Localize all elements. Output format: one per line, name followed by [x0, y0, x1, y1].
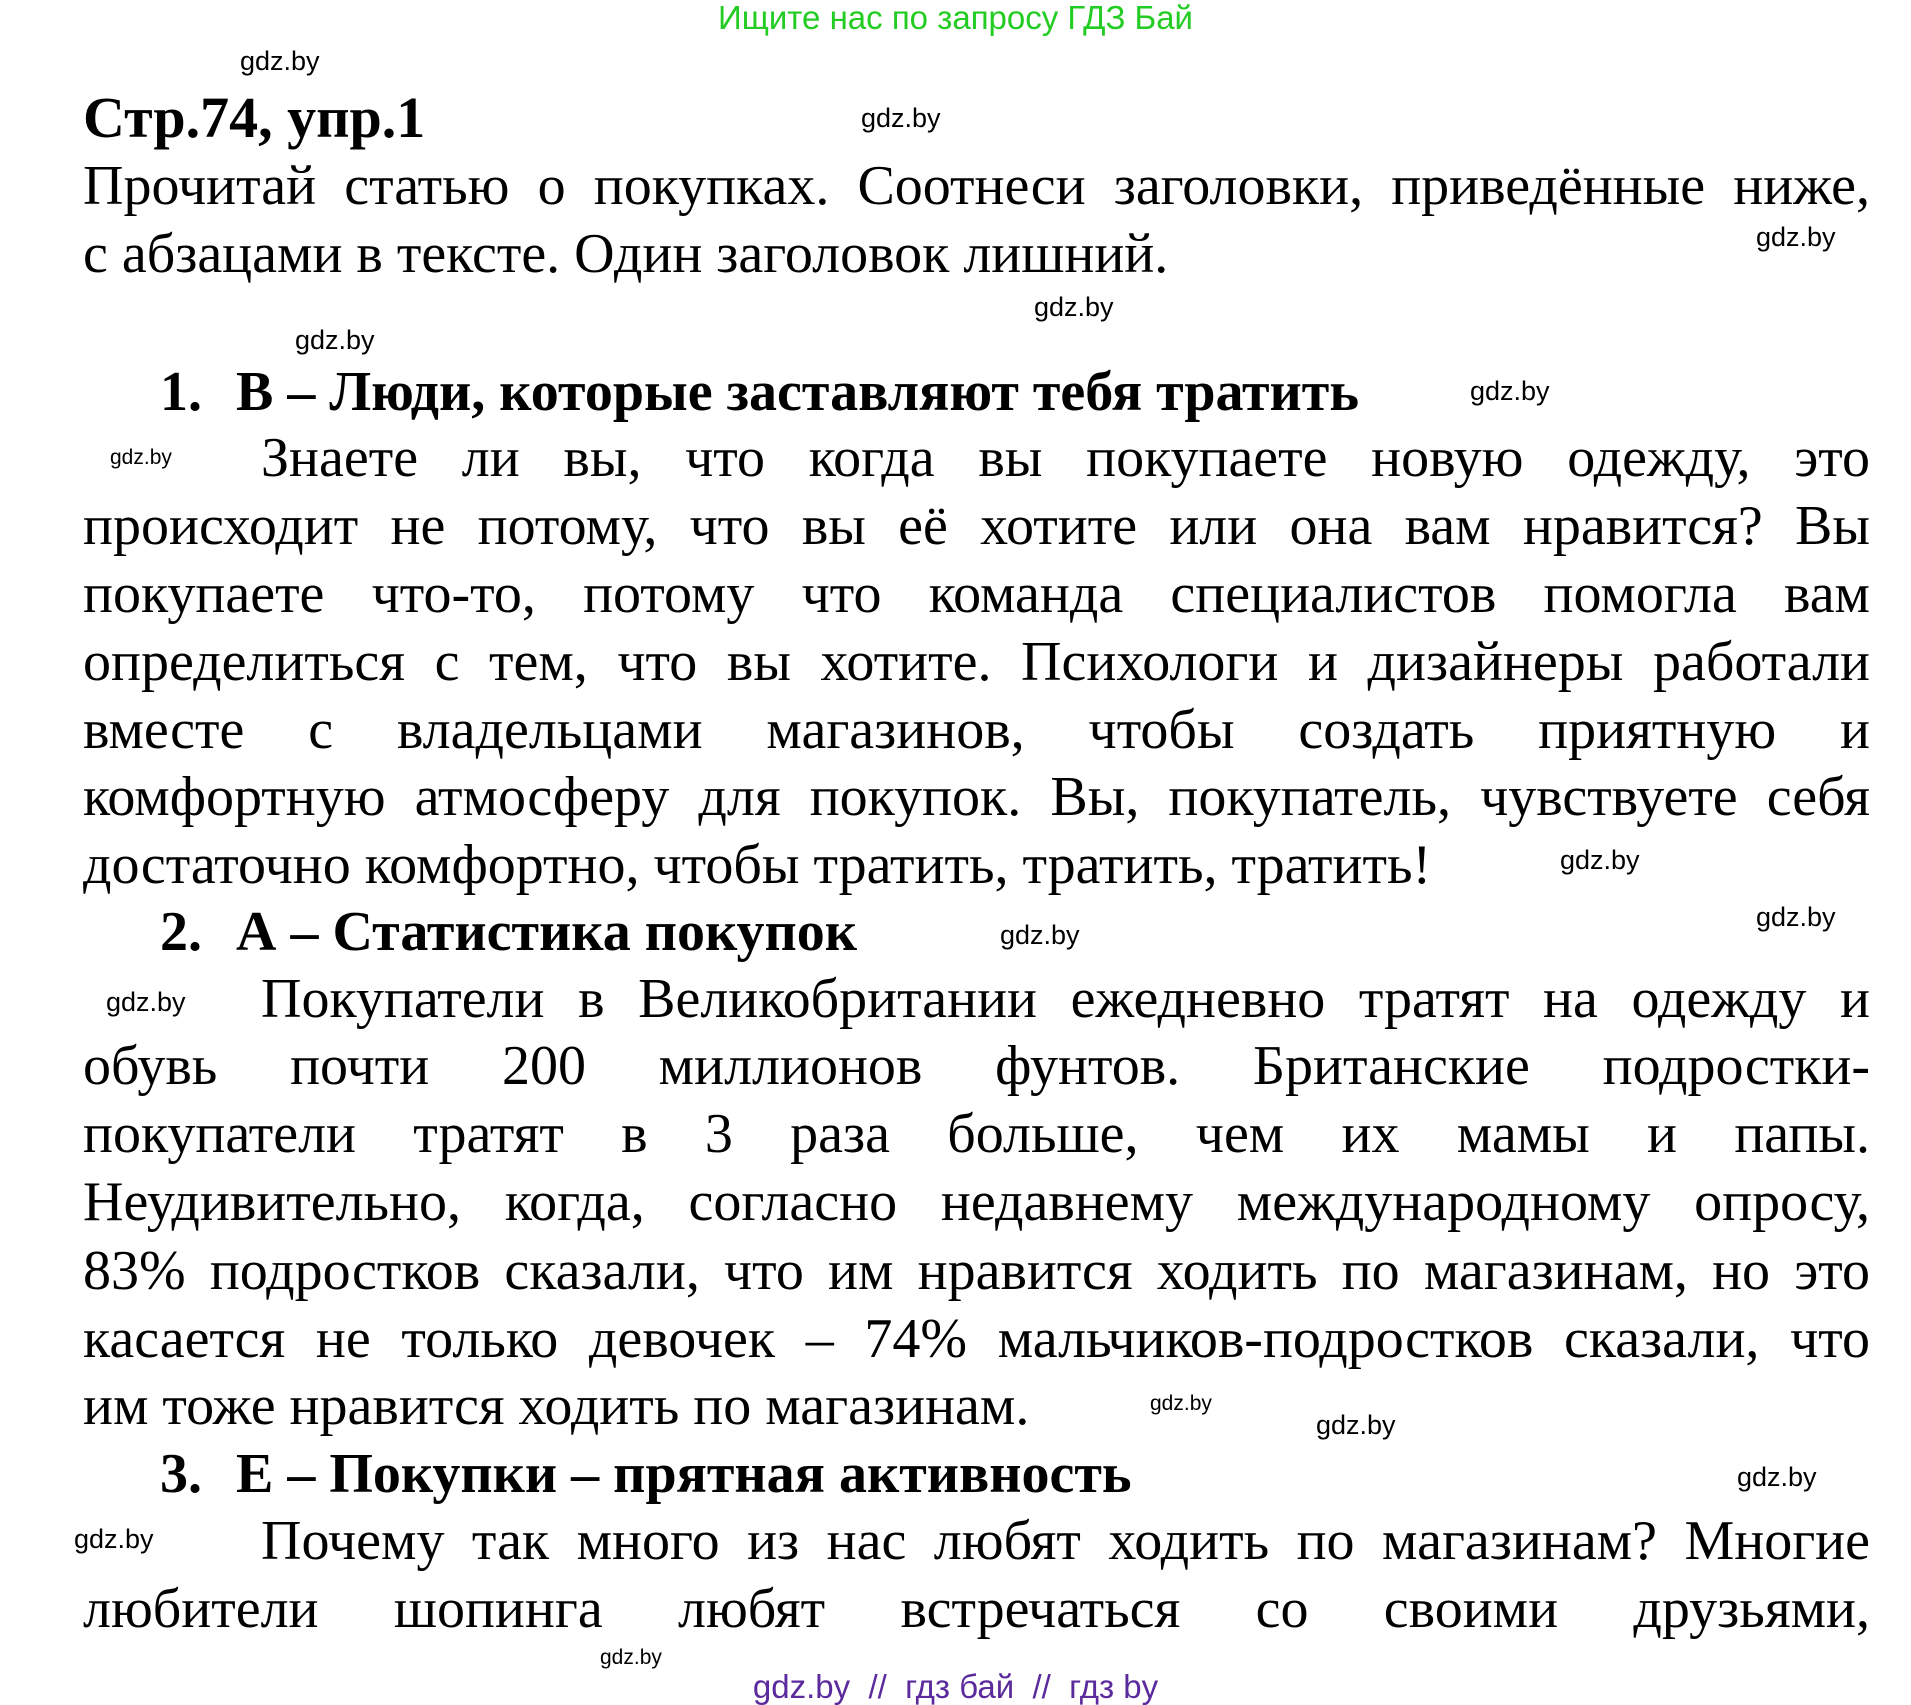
watermark: gdz.by: [106, 987, 186, 1017]
watermark: gdz.by: [1470, 376, 1550, 406]
watermark: gdz.by: [1756, 222, 1836, 252]
text-line: обувь почти 200 миллионов фунтов. Британские подростки-: [83, 1035, 1870, 1097]
watermark: gdz.by: [74, 1524, 154, 1554]
watermark: gdz.by: [600, 1646, 662, 1669]
watermark: gdz.by: [1000, 920, 1080, 950]
instruction-line: Прочитай статью о покупках. Соотнеси заголовки, приведённые ниже,: [83, 155, 1870, 217]
text-line: Неудивительно, когда, согласно недавнему международному опросу,: [83, 1171, 1870, 1233]
section-number: 3.: [160, 1443, 202, 1505]
section-heading: [160, 358, 1359, 426]
section-heading: [160, 1440, 1131, 1508]
text-line: любители шопинга любят встречаться со своими друзьями,: [83, 1578, 1870, 1640]
watermark: gdz.by: [295, 325, 375, 355]
page-title: Стр.74, упр.1: [83, 85, 426, 150]
watermark: gdz.by: [110, 446, 172, 469]
watermark: gdz.by: [1737, 1462, 1817, 1492]
text-line: достаточно комфортно, чтобы тратить, тратить, тратить!: [83, 834, 1432, 896]
search-banner: Ищите нас по запросу ГДЗ Бай: [718, 0, 1193, 36]
footer-links: gdz.by // гдз бай // гдз by: [752, 1668, 1159, 1705]
text-line: определиться с тем, что вы хотите. Психологи и дизайнеры работали: [83, 631, 1870, 693]
text-line: Почему так много из нас любят ходить по магазинам? Многие: [261, 1510, 1870, 1572]
text-line: комфортную атмосферу для покупок. Вы, покупатель, чувствуете себя: [83, 766, 1870, 828]
watermark: gdz.by: [240, 46, 320, 76]
watermark: gdz.by: [1316, 1410, 1396, 1440]
instruction-line: с абзацами в тексте. Один заголовок лишний.: [83, 223, 1169, 285]
text-line: им тоже нравится ходить по магазинам.: [83, 1375, 1030, 1437]
watermark: gdz.by: [1756, 902, 1836, 932]
text-line: происходит не потому, что вы её хотите или она вам нравится? Вы: [83, 495, 1870, 557]
section-heading-text: Е – Покупки – прятная активность: [236, 1443, 1132, 1505]
watermark: gdz.by: [1034, 292, 1114, 322]
section-heading: [160, 898, 857, 966]
text-line: покупаете что-то, потому что команда специалистов помогла вам: [83, 563, 1870, 625]
section-number: 2.: [160, 901, 202, 963]
watermark: gdz.by: [1150, 1392, 1212, 1415]
text-line: 83% подростков сказали, что им нравится ходить по магазинам, но это: [83, 1240, 1870, 1302]
text-line: покупатели тратят в 3 раза больше, чем их мамы и папы.: [83, 1103, 1870, 1165]
text-line: Знаете ли вы, что когда вы покупаете новую одежду, это: [261, 427, 1870, 489]
text-line: Покупатели в Великобритании ежедневно тратят на одежду и: [261, 968, 1870, 1030]
watermark: gdz.by: [861, 103, 941, 133]
section-heading-text: А – Статистика покупок: [236, 901, 857, 963]
section-number: 1.: [160, 361, 202, 423]
text-line: вместе с владельцами магазинов, чтобы создать приятную и: [83, 699, 1870, 761]
section-heading-text: В – Люди, которые заставляют тебя тратить: [236, 361, 1359, 423]
text-line: касается не только девочек – 74% мальчиков-подростков сказали, что: [83, 1308, 1870, 1370]
watermark: gdz.by: [1560, 845, 1640, 875]
